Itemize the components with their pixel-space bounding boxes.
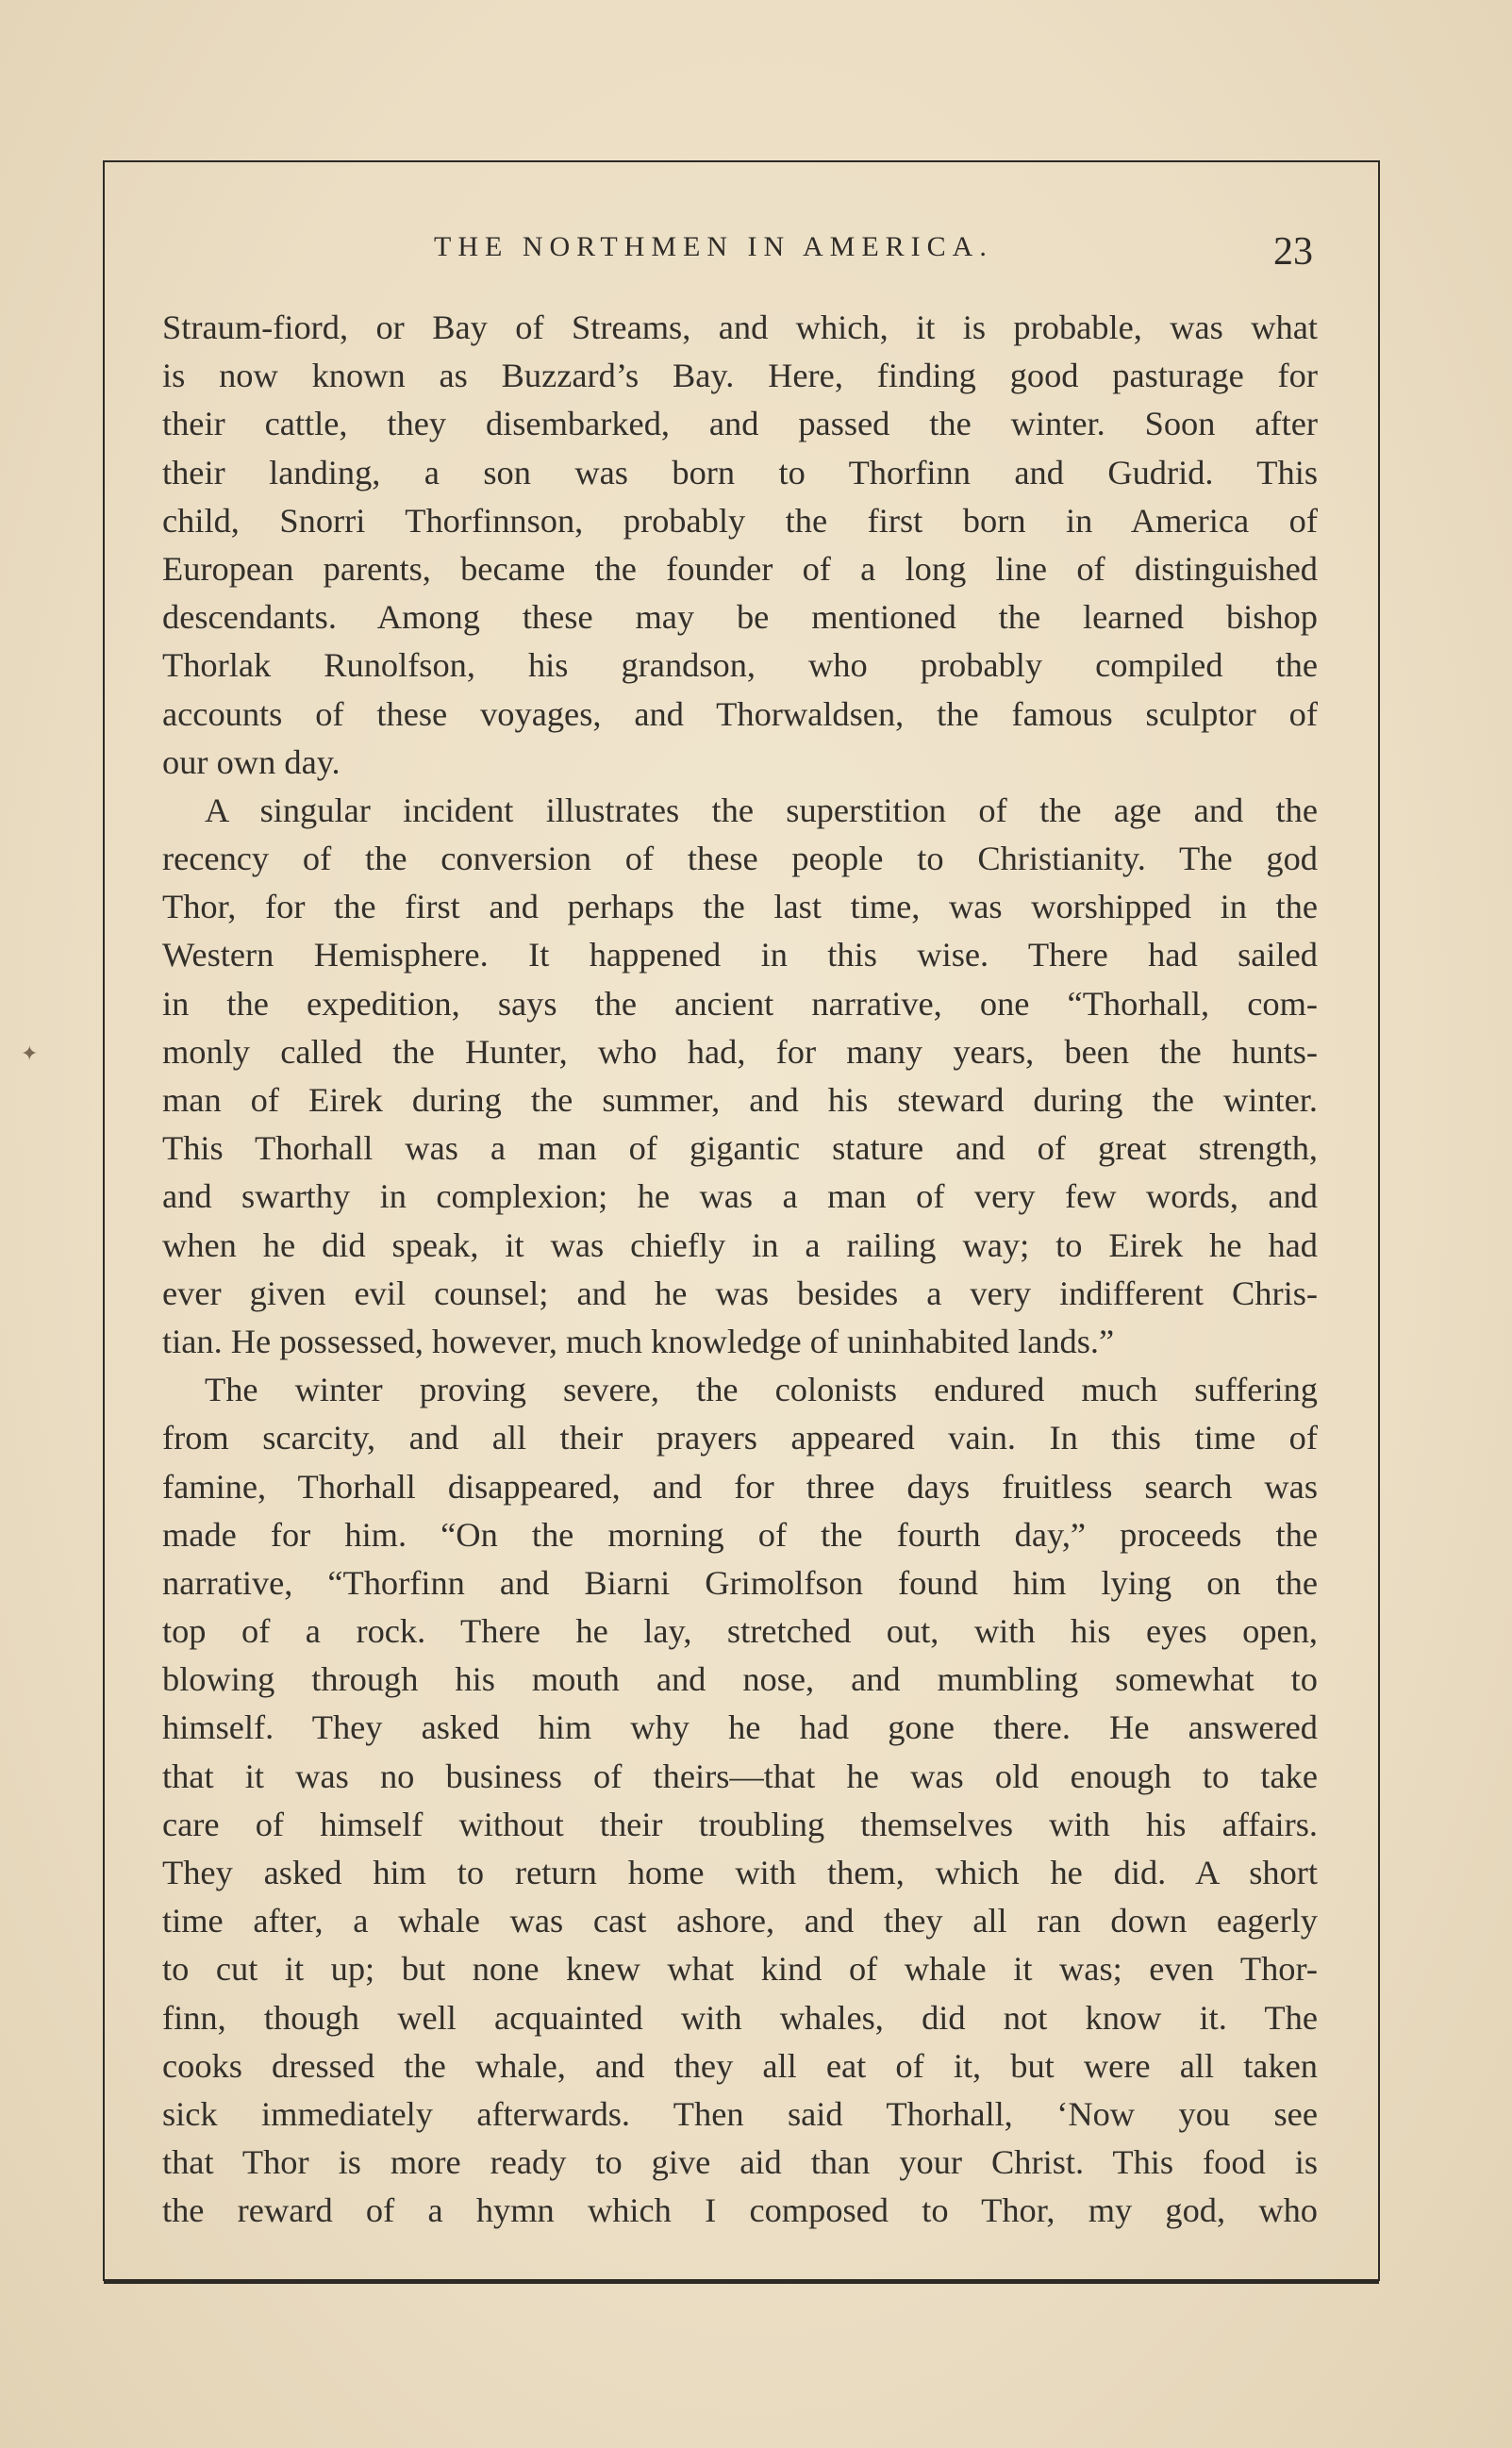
text-line: This Thorhall was a man of gigantic stature and of great strength, — [162, 1129, 1318, 1168]
text-line: Thor, for the first and perhaps the last time, was worshipped in the — [162, 888, 1318, 926]
body-text — [162, 304, 1318, 2236]
text-line: our own day. — [162, 742, 341, 781]
text-line: monly called the Hunter, who had, for many years, been the hunts- — [162, 1032, 1318, 1071]
text-line: cooks dressed the whale, and they all eat of it, but were all taken — [162, 2046, 1318, 2085]
text-line: tian. He possessed, however, much knowledge of uninhabited lands.” — [162, 1322, 1115, 1360]
text-line: time after, a whale was cast ashore, and they all ran down eagerly — [162, 1902, 1318, 1940]
text-line: himself. They asked him why he had gone there. He answered — [162, 1708, 1318, 1747]
text-line: European parents, became the founder of a long line of distinguished — [162, 549, 1318, 588]
text-line: when he did speak, it was chiefly in a railing way; to Eirek he had — [162, 1225, 1318, 1264]
text-line: their cattle, they disembarked, and passed the winter. Soon after — [162, 405, 1318, 443]
paragraph-start-line: The winter proving severe, the colonists endured much suffering — [205, 1371, 1318, 1409]
text-line: blowing through his mouth and nose, and mumbling somewhat to — [162, 1660, 1318, 1699]
text-line: from scarcity, and all their prayers appeared vain. In this time of — [162, 1419, 1318, 1457]
paragraph-start-line: A singular incident illustrates the superstition of the age and the — [205, 791, 1318, 829]
text-line: their landing, a son was born to Thorfinn and Gudrid. This — [162, 453, 1318, 491]
text-line: man of Eirek during the summer, and his steward during the winter. — [162, 1081, 1318, 1119]
text-line: is now known as Buzzard’s Bay. Here, finding good pasturage for — [162, 357, 1318, 395]
text-line: child, Snorri Thorfinnson, probably the first born in America of — [162, 501, 1318, 540]
text-line: famine, Thorhall disappeared, and for three days fruitless search was — [162, 1467, 1318, 1506]
text-line: accounts of these voyages, and Thorwaldsen, the famous sculptor of — [162, 694, 1318, 733]
text-line: Straum-fiord, or Bay of Streams, and which, it is probable, was what — [162, 308, 1318, 346]
text-line: Western Hemisphere. It happened in this wise. There had sailed — [162, 936, 1318, 974]
text-line: and swarthy in complexion; he was a man of very few words, and — [162, 1177, 1318, 1216]
text-line: recency of the conversion of these people to Christianity. The god — [162, 840, 1318, 878]
text-line: ever given evil counsel; and he was besides a very indifferent Chris- — [162, 1274, 1318, 1312]
page-number: 23 — [1273, 230, 1313, 274]
text-line: care of himself without their troubling themselves with his affairs. — [162, 1805, 1318, 1843]
text-line: Thorlak Runolfson, his grandson, who probably compiled the — [162, 646, 1318, 685]
text-line: in the expedition, says the ancient narrative, one “Thorhall, com- — [162, 984, 1318, 1023]
text-line: finn, though well acquainted with whales, did not know it. The — [162, 1998, 1318, 2037]
margin-mark-icon: ✦ — [21, 1042, 39, 1066]
text-line: made for him. “On the morning of the fourth day,” proceeds the — [162, 1515, 1318, 1554]
text-line: They asked him to return home with them, which he did. A short — [162, 1854, 1318, 1891]
text-line: top of a rock. There he lay, stretched out, with his eyes open, — [162, 1612, 1318, 1651]
text-line: narrative, “Thorfinn and Biarni Grimolfson found him lying on the — [162, 1563, 1318, 1602]
text-line: that it was no business of theirs—that he was old enough to take — [162, 1757, 1318, 1795]
text-line: descendants. Among these may be mentioned the learned bishop — [162, 598, 1318, 637]
running-head — [0, 230, 1512, 274]
text-line: to cut it up; but none knew what kind of whale it was; even Thor- — [162, 1950, 1318, 1989]
text-line: the reward of a hymn which I composed to Thor, my god, who — [162, 2191, 1318, 2230]
text-line: sick immediately afterwards. Then said Thorhall, ‘Now you see — [162, 2094, 1318, 2133]
running-title: THE NORTHMEN IN AMERICA. — [434, 231, 993, 262]
text-line: that Thor is more ready to give aid than your Christ. This food is — [162, 2143, 1318, 2182]
